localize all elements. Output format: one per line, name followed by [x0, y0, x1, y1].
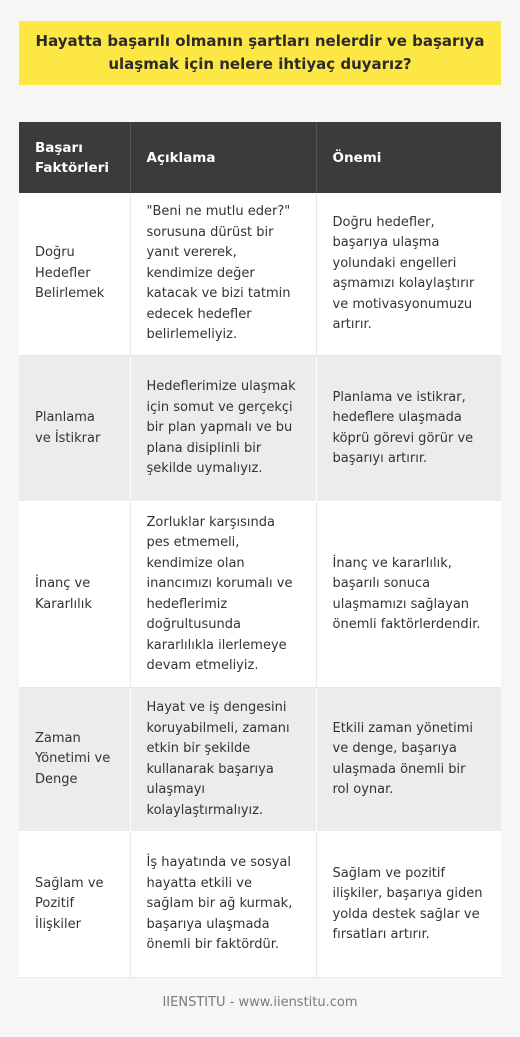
table-row: [19, 688, 501, 832]
column-header-factors: Başarı Faktörleri: [19, 122, 130, 193]
page-title: Hayatta başarılı olmanın şartları nelerdir ve başarıya ulaşmak için nelere ihtiyaç duyarız?: [35, 32, 485, 73]
factor-cell: Planlama ve İstikrar: [19, 356, 130, 502]
importance-cell: Sağlam ve pozitif ilişkiler, başarıya giden yolda destek sağlar ve fırsatları artırır.: [316, 832, 501, 978]
importance-cell: İnanç ve kararlılık, başarılı sonuca ulaşmamızı sağlayan önemli faktörlerdendir.: [316, 502, 501, 688]
column-header-importance: Önemi: [316, 122, 501, 193]
factor-cell: Zaman Yönetimi ve Denge: [19, 688, 130, 832]
table-row: [19, 193, 501, 356]
description-cell: Hayat ve iş dengesini koruyabilmeli, zamanı etkin bir şekilde kullanarak başarıya ulaşmayı kolaylaştırmalıyız.: [130, 688, 316, 832]
success-factors-table: [19, 122, 501, 978]
importance-cell: Etkili zaman yönetimi ve denge, başarıya ulaşmada önemli bir rol oynar.: [316, 688, 501, 832]
factor-cell: İnanç ve Kararlılık: [19, 502, 130, 688]
table-row: [19, 502, 501, 688]
description-cell: "Beni ne mutlu eder?" sorusuna dürüst bir yanıt vererek, kendimize değer katacak ve bizi tatmin edecek hedefler belirlemeliyiz.: [130, 193, 316, 356]
title-banner: [19, 21, 501, 85]
column-header-description: Açıklama: [130, 122, 316, 193]
table-header-row: [19, 122, 501, 193]
description-cell: İş hayatında ve sosyal hayatta etkili ve sağlam bir ağ kurmak, başarıya ulaşmada önemli bir faktördür.: [130, 832, 316, 978]
importance-cell: Planlama ve istikrar, hedeflere ulaşmada köprü görevi görür ve başarıyı artırır.: [316, 356, 501, 502]
description-cell: Hedeflerimize ulaşmak için somut ve gerçekçi bir plan yapmalı ve bu plana disiplinli bir şekilde uymalıyız.: [130, 356, 316, 502]
importance-cell: Doğru hedefler, başarıya ulaşma yolundaki engelleri aşmamızı kolaylaştırır ve motivasyonumuzu artırır.: [316, 193, 501, 356]
table-row: [19, 356, 501, 502]
footer-credit: IIENSTITU - www.iienstitu.com: [162, 995, 358, 1010]
description-cell: Zorluklar karşısında pes etmemeli, kendimize olan inancımızı korumalı ve hedeflerimiz doğrultusunda kararlılıkla ilerlemeye devam etmeliyiz.: [130, 502, 316, 688]
table-row: [19, 832, 501, 978]
factor-cell: Doğru Hedefler Belirlemek: [19, 193, 130, 356]
factor-cell: Sağlam ve Pozitif İlişkiler: [19, 832, 130, 978]
